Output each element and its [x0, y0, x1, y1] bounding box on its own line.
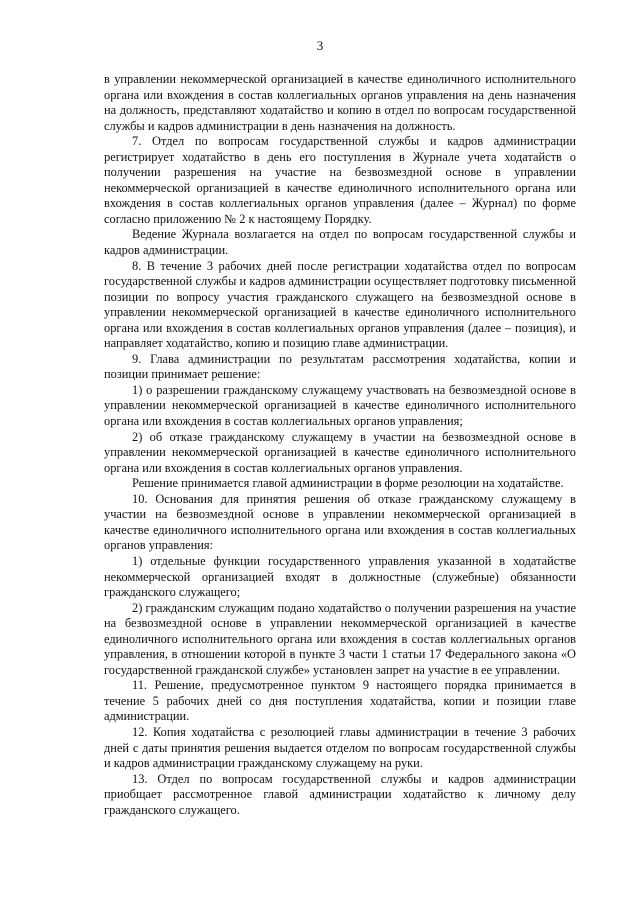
document-body	[104, 72, 576, 818]
paragraph-9-item-2: 2) об отказе гражданскому служащему в участии на безвозмездной основе в управлении некоммерческой организацией в качестве единоличного исполнительного органа или вхождения в состав коллегиальных органов управления.	[104, 429, 576, 475]
paragraph-9-item-1: 1) о разрешении гражданскому служащему участвовать на безвозмездной основе в управлении некоммерческой организацией в качестве единоличного исполнительного органа или вхождения в состав коллегиальных органов управления;	[104, 382, 576, 429]
paragraph-11: 11. Решение, предусмотренное пунктом 9 настоящего порядка принимается в течение 5 рабочих дней со дня поступления ходатайства, копии и позиции главе администрации.	[104, 678, 576, 724]
paragraph-journal-duty: Ведение Журнала возлагается на отдел по вопросам государственной службы и кадров администрации.	[104, 227, 576, 258]
paragraph-continuation: в управлении некоммерческой организацией в качестве единоличного исполнительного органа или вхождения в состав коллегиальных органов управления на день назначения на должность, представляют ходатайство и копию в отдел по вопросам государственной службы и кадров администрации в день назначения на должность.	[104, 72, 576, 133]
paragraph-10: 10. Основания для принятия решения об отказе гражданскому служащему в участии на безвозмездной основе в управлении некоммерческой организацией в качестве единоличного исполнительного органа или вхождения в состав коллегиальных органов управления:	[104, 491, 576, 553]
paragraph-12: 12. Копия ходатайства с резолюцией главы администрации в течение 3 рабочих дней с даты принятия решения выдается отделом по вопросам государственной службы и кадров администрации гражданскому служащему на руки.	[104, 724, 576, 771]
paragraph-7: 7. Отдел по вопросам государственной службы и кадров администрации регистрирует ходатайство в день его поступления в Журнале учета ходатайств о получении разрешения на участие на безвозмездной основе в управлении некоммерческой организацией в качестве единоличного исполнительного органа или вхождения в состав коллегиальных органов управления (далее – Журнал) по форме согласно приложению № 2 к настоящему Порядку.	[104, 134, 576, 226]
paragraph-8: 8. В течение 3 рабочих дней после регистрации ходатайства отдел по вопросам государственной службы и кадров администрации осуществляет подготовку письменной позиции по вопросу участия гражданского служащего на безвозмездной основе в управлении некоммерческой организацией в качестве единоличного исполнительного органа или вхождения в состав коллегиальных органов управления (далее – позиция), и направляет ходатайство, копию и позицию главе администрации.	[104, 258, 576, 351]
paragraph-decision-form: Решение принимается главой администрации в форме резолюции на ходатайстве.	[132, 476, 564, 491]
paragraph-10-item-2: 2) гражданским служащим подано ходатайство о получении разрешения на участие на безвозмездной основе в управлении некоммерческой организацией в качестве единоличного исполнительного органа или вхождения в состав коллегиальных органов управления, в отношении которой в пункте 3 части 1 статьи 17 Федерального закона «О государственной гражданской службе» установлен запрет на участие в ее управлении.	[104, 600, 576, 677]
paragraph-13: 13. Отдел по вопросам государственной службы и кадров администрации приобщает рассмотренное главой администрации ходатайство к личному делу гражданского служащего.	[104, 771, 576, 817]
page-number: 3	[316, 38, 324, 53]
paragraph-9: 9. Глава администрации по результатам рассмотрения ходатайства, копии и позиции принимает решение:	[104, 351, 576, 382]
paragraph-10-item-1: 1) отдельные функции государственного управления указанной в ходатайстве некоммерческой организацией входят в должностные (служебные) обязанности гражданского служащего;	[104, 553, 576, 600]
